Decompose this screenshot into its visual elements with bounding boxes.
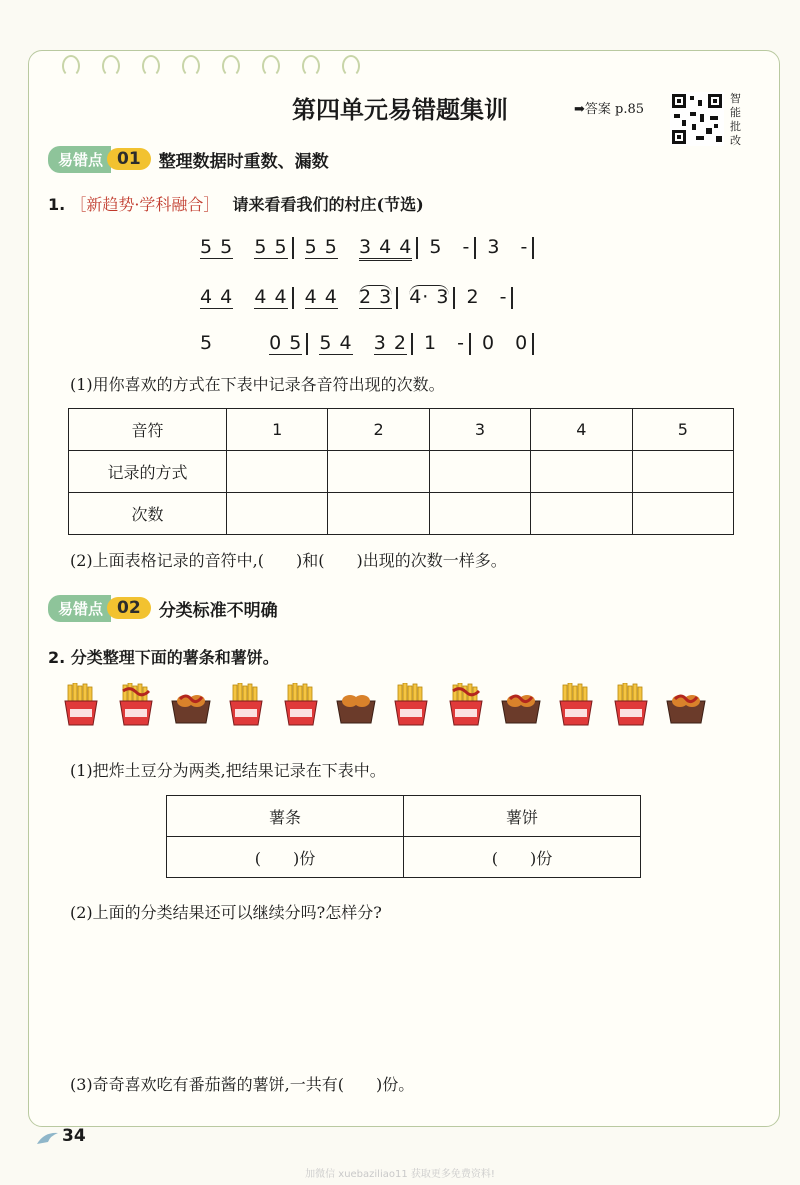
answer-cell[interactable] bbox=[531, 493, 632, 535]
q2-sub3: (3)奇奇喜欢吃有番茄酱的薯饼,一共有( )份。 bbox=[70, 1075, 415, 1094]
answer-cell[interactable] bbox=[632, 451, 733, 493]
note-group: 2 3 bbox=[358, 286, 393, 308]
answer-cell[interactable] bbox=[227, 451, 328, 493]
qr-code-icon[interactable] bbox=[670, 92, 724, 146]
page-title: 第四单元易错题集训 bbox=[292, 96, 508, 124]
classification-table bbox=[166, 795, 641, 878]
fries-icon bbox=[225, 683, 267, 727]
table-header: 薯饼 bbox=[404, 796, 641, 837]
hashbrown-icon bbox=[335, 683, 377, 727]
fries-icon bbox=[390, 683, 432, 727]
note-group: 5 bbox=[200, 332, 214, 354]
note-group: 4· 3 bbox=[409, 286, 450, 308]
fries-icon bbox=[555, 683, 597, 727]
q2-heading bbox=[48, 645, 279, 668]
note-group: 5 5 bbox=[254, 236, 288, 258]
smart-grading-label: 智能批改 bbox=[730, 92, 741, 147]
answer-cell[interactable]: ( )份 bbox=[167, 837, 404, 878]
hashbrown-ketchup-icon bbox=[500, 683, 542, 727]
table-header: 3 bbox=[429, 409, 530, 451]
table-header: 5 bbox=[632, 409, 733, 451]
answer-cell[interactable] bbox=[227, 493, 328, 535]
answer-ref: ➡答案 p.85 bbox=[574, 102, 645, 117]
note-count-table bbox=[68, 408, 734, 535]
q2-number: 2. bbox=[48, 648, 66, 667]
q1-sub2: (2)上面表格记录的音符中,( )和( )出现的次数一样多。 bbox=[70, 551, 507, 570]
section2-label: 易错点 bbox=[48, 595, 111, 622]
hashbrown-ketchup-icon bbox=[665, 683, 707, 727]
q2-sub1: (1)把炸土豆分为两类,把结果记录在下表中。 bbox=[70, 761, 386, 780]
fries-icon bbox=[280, 683, 322, 727]
table-header: 2 bbox=[328, 409, 429, 451]
q1-tag: ［新趋势·学科融合］ bbox=[70, 195, 220, 214]
q1-song-title: 请来看看我们的村庄(节选) bbox=[232, 195, 424, 214]
table-header: 薯条 bbox=[167, 796, 404, 837]
q2-sub2: (2)上面的分类结果还可以继续分吗?怎样分? bbox=[70, 903, 382, 922]
note-group: 4 4 bbox=[254, 286, 288, 308]
q1-heading bbox=[48, 192, 424, 215]
section1-badge bbox=[48, 145, 329, 173]
row-label: 记录的方式 bbox=[69, 451, 227, 493]
answer-cell[interactable]: ( )份 bbox=[404, 837, 641, 878]
section1-num: 01 bbox=[107, 148, 151, 170]
fries-icon bbox=[60, 683, 102, 727]
food-items-row bbox=[60, 683, 707, 727]
score-line-1 bbox=[200, 232, 538, 261]
note-group: 4 4 bbox=[304, 286, 338, 308]
note-group: 5 - bbox=[429, 236, 471, 258]
table-header: 4 bbox=[531, 409, 632, 451]
q1-sub1: (1)用你喜欢的方式在下表中记录各音符出现的次数。 bbox=[70, 375, 445, 394]
note-group: 5 5 bbox=[304, 236, 338, 258]
row-label: 次数 bbox=[69, 493, 227, 535]
answer-cell[interactable] bbox=[429, 493, 530, 535]
q1-number: 1. bbox=[48, 195, 66, 214]
footer-watermark: 加微信 xuebaziliao11 获取更多免费资料! bbox=[305, 1169, 495, 1180]
hashbrown-ketchup-icon bbox=[170, 683, 212, 727]
section2-num: 02 bbox=[107, 597, 151, 619]
section1-label: 易错点 bbox=[48, 146, 111, 173]
page-number: 34 bbox=[62, 1126, 86, 1146]
note-group: 3 - bbox=[487, 236, 529, 258]
answer-cell[interactable] bbox=[328, 493, 429, 535]
note-group: 3 4 4 bbox=[359, 236, 412, 261]
note-group: 4 4 bbox=[200, 286, 234, 308]
note-group: 0 5 bbox=[269, 332, 303, 354]
notebook-rings bbox=[62, 55, 360, 77]
answer-cell[interactable] bbox=[632, 493, 733, 535]
score-line-3 bbox=[200, 328, 538, 355]
answer-cell[interactable] bbox=[531, 451, 632, 493]
note-group: 3 2 bbox=[373, 332, 407, 354]
table-header: 1 bbox=[227, 409, 328, 451]
table-header: 音符 bbox=[69, 409, 227, 451]
note-group: 2 - bbox=[466, 286, 508, 308]
answer-cell[interactable] bbox=[429, 451, 530, 493]
section2-title: 分类标准不明确 bbox=[158, 600, 278, 621]
bird-icon bbox=[36, 1130, 60, 1146]
section2-badge bbox=[48, 594, 278, 622]
fries-ketchup-icon bbox=[115, 683, 157, 727]
note-group: 0 0 bbox=[482, 332, 529, 354]
fries-icon bbox=[610, 683, 652, 727]
note-group: 5 5 bbox=[200, 236, 234, 258]
note-group: 5 4 bbox=[319, 332, 353, 354]
fries-ketchup-icon bbox=[445, 683, 487, 727]
q2-text: 分类整理下面的薯条和薯饼。 bbox=[70, 648, 279, 667]
score-line-2 bbox=[200, 282, 517, 309]
section1-title: 整理数据时重数、漏数 bbox=[158, 151, 329, 172]
answer-cell[interactable] bbox=[328, 451, 429, 493]
note-group: 1 - bbox=[424, 332, 465, 354]
